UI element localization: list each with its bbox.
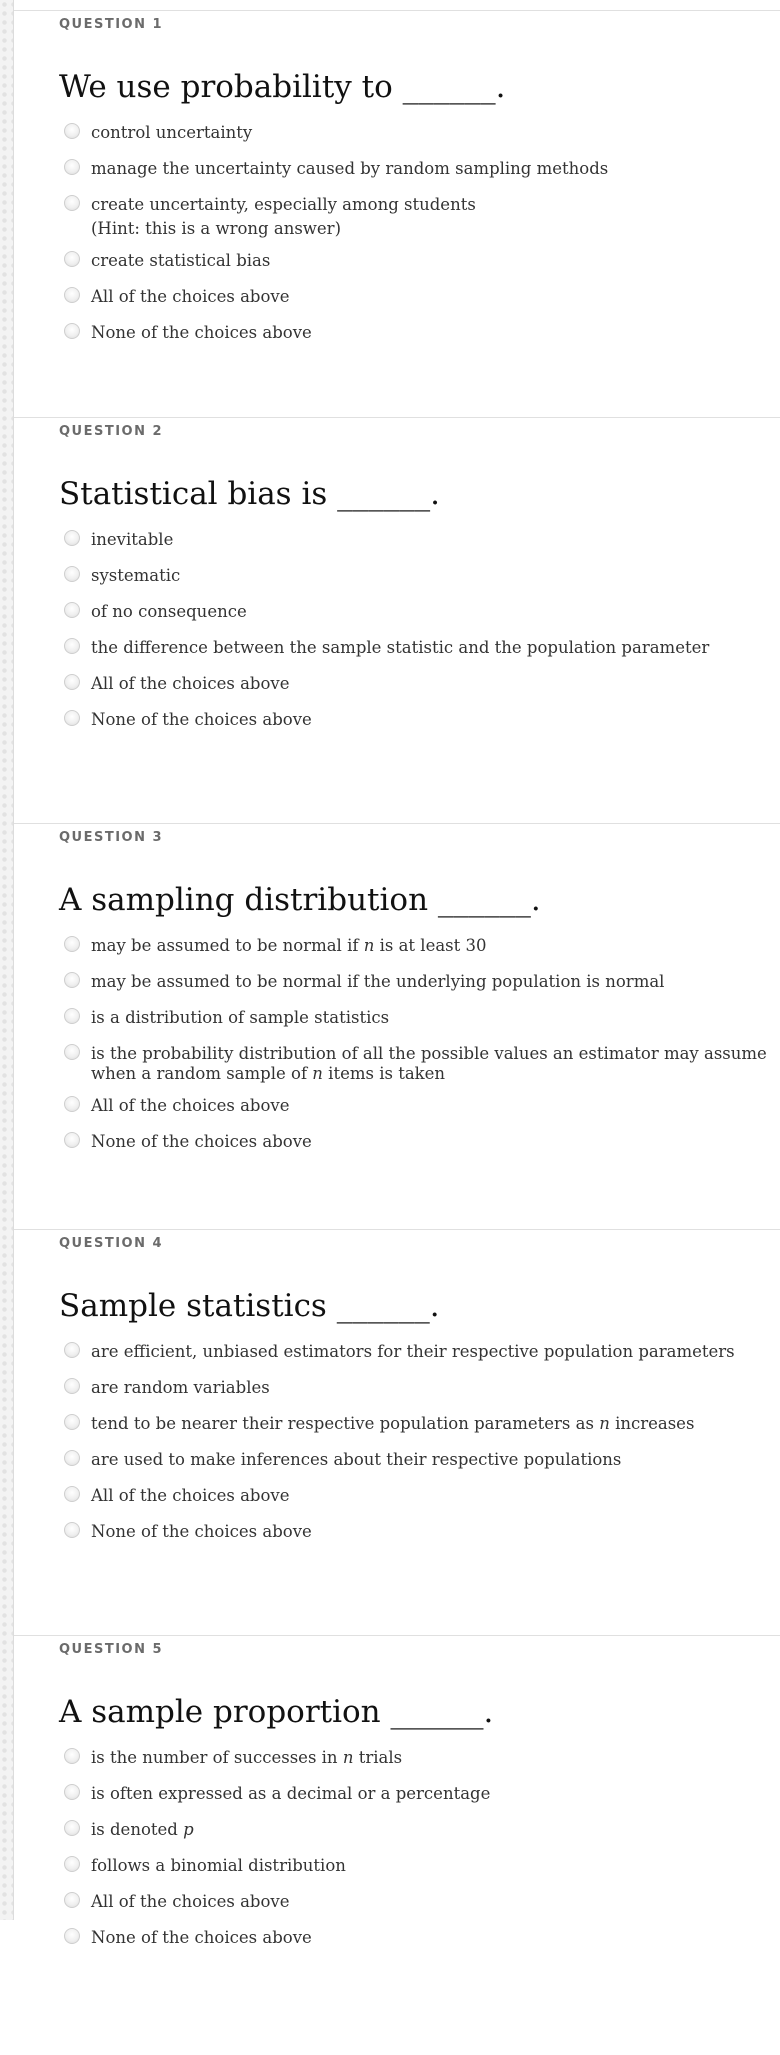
answer-options bbox=[64, 123, 780, 359]
answer-option[interactable] bbox=[64, 159, 780, 185]
radio-button[interactable] bbox=[64, 159, 80, 175]
option-label: are used to make inferences about their respective populations bbox=[91, 1450, 622, 1469]
radio-button[interactable] bbox=[64, 1522, 80, 1538]
option-label: are random variables bbox=[91, 1378, 270, 1397]
question-3 bbox=[14, 823, 780, 1229]
question-4 bbox=[14, 1229, 780, 1635]
option-label-continued: when a random sample of n items is taken bbox=[91, 1064, 446, 1083]
radio-button[interactable] bbox=[64, 1044, 80, 1060]
radio-button[interactable] bbox=[64, 1928, 80, 1944]
option-label: All of the choices above bbox=[91, 1096, 290, 1115]
question-5 bbox=[14, 1635, 780, 2055]
answer-options bbox=[64, 530, 780, 746]
question-number: QUESTION 4 bbox=[59, 1236, 164, 1251]
option-label: may be assumed to be normal if the underlying population is normal bbox=[91, 972, 665, 991]
radio-button[interactable] bbox=[64, 323, 80, 339]
answer-option[interactable] bbox=[64, 1486, 780, 1512]
question-text: We use probability to ______. bbox=[59, 69, 506, 105]
question-number: QUESTION 3 bbox=[59, 830, 164, 845]
option-label: create uncertainty, especially among students bbox=[91, 195, 476, 214]
answer-option[interactable] bbox=[64, 1132, 780, 1158]
answer-options bbox=[64, 1748, 780, 1964]
radio-button[interactable] bbox=[64, 1892, 80, 1908]
answer-option[interactable] bbox=[64, 1928, 780, 1954]
option-label: None of the choices above bbox=[91, 1522, 312, 1541]
answer-option[interactable] bbox=[64, 1522, 780, 1548]
answer-option[interactable] bbox=[64, 710, 780, 736]
answer-option[interactable] bbox=[64, 530, 780, 556]
option-label: may be assumed to be normal if n is at least 30 bbox=[91, 936, 487, 955]
option-label: is denoted p bbox=[91, 1820, 194, 1839]
answer-option[interactable] bbox=[64, 1414, 780, 1440]
answer-option[interactable] bbox=[64, 638, 780, 664]
answer-option[interactable] bbox=[64, 1044, 780, 1084]
radio-button[interactable] bbox=[64, 1748, 80, 1764]
answer-option[interactable] bbox=[64, 566, 780, 592]
option-label: is the number of successes in n trials bbox=[91, 1748, 403, 1767]
answer-option[interactable] bbox=[64, 1342, 780, 1368]
radio-button[interactable] bbox=[64, 251, 80, 267]
radio-button[interactable] bbox=[64, 1378, 80, 1394]
option-label: tend to be nearer their respective population parameters as n increases bbox=[91, 1414, 695, 1433]
radio-button[interactable] bbox=[64, 1856, 80, 1872]
radio-button[interactable] bbox=[64, 1414, 80, 1430]
option-label: of no consequence bbox=[91, 602, 247, 621]
option-label: All of the choices above bbox=[91, 1892, 290, 1911]
answer-option[interactable] bbox=[64, 1748, 780, 1774]
answer-option[interactable] bbox=[64, 287, 780, 313]
option-label: systematic bbox=[91, 566, 181, 585]
radio-button[interactable] bbox=[64, 123, 80, 139]
question-text: Statistical bias is ______. bbox=[59, 476, 440, 512]
answer-option[interactable] bbox=[64, 602, 780, 628]
answer-options bbox=[64, 1342, 780, 1558]
radio-button[interactable] bbox=[64, 1784, 80, 1800]
option-label: All of the choices above bbox=[91, 1486, 290, 1505]
answer-option[interactable] bbox=[64, 1096, 780, 1122]
option-label: All of the choices above bbox=[91, 674, 290, 693]
question-2 bbox=[14, 417, 780, 823]
radio-button[interactable] bbox=[64, 1450, 80, 1466]
radio-button[interactable] bbox=[64, 638, 80, 654]
radio-button[interactable] bbox=[64, 972, 80, 988]
answer-option[interactable] bbox=[64, 1008, 780, 1034]
option-label: manage the uncertainty caused by random sampling methods bbox=[91, 159, 609, 178]
option-label: None of the choices above bbox=[91, 323, 312, 342]
option-label: the difference between the sample statistic and the population parameter bbox=[91, 638, 710, 657]
option-label: is the probability distribution of all the possible values an estimator may assume bbox=[91, 1044, 767, 1063]
answer-option[interactable] bbox=[64, 1450, 780, 1476]
option-label: follows a binomial distribution bbox=[91, 1856, 346, 1875]
radio-button[interactable] bbox=[64, 674, 80, 690]
radio-button[interactable] bbox=[64, 1008, 80, 1024]
answer-option[interactable] bbox=[64, 936, 780, 962]
option-label: None of the choices above bbox=[91, 710, 312, 729]
option-label: All of the choices above bbox=[91, 287, 290, 306]
radio-button[interactable] bbox=[64, 710, 80, 726]
answer-option[interactable] bbox=[64, 1378, 780, 1404]
radio-button[interactable] bbox=[64, 1096, 80, 1112]
radio-button[interactable] bbox=[64, 936, 80, 952]
question-text: Sample statistics ______. bbox=[59, 1288, 440, 1324]
radio-button[interactable] bbox=[64, 530, 80, 546]
option-label: control uncertainty bbox=[91, 123, 253, 142]
question-1 bbox=[14, 10, 780, 417]
option-label: are efficient, unbiased estimators for their respective population parameters bbox=[91, 1342, 735, 1361]
radio-button[interactable] bbox=[64, 1486, 80, 1502]
question-number: QUESTION 2 bbox=[59, 424, 164, 439]
answer-option[interactable] bbox=[64, 1784, 780, 1810]
radio-button[interactable] bbox=[64, 1820, 80, 1836]
answer-option[interactable] bbox=[64, 123, 780, 149]
answer-option[interactable] bbox=[64, 1820, 780, 1846]
radio-button[interactable] bbox=[64, 566, 80, 582]
option-label: inevitable bbox=[91, 530, 174, 549]
radio-button[interactable] bbox=[64, 1132, 80, 1148]
answer-option[interactable] bbox=[64, 1892, 780, 1918]
option-label: create statistical bias bbox=[91, 251, 271, 270]
quiz-container bbox=[14, 0, 780, 2055]
page-left-border bbox=[0, 0, 14, 1920]
answer-option[interactable] bbox=[64, 251, 780, 277]
question-number: QUESTION 5 bbox=[59, 1642, 164, 1657]
answer-option[interactable] bbox=[64, 972, 780, 998]
question-text: A sample proportion ______. bbox=[59, 1694, 494, 1730]
option-label: None of the choices above bbox=[91, 1132, 312, 1151]
option-hint: (Hint: this is a wrong answer) bbox=[91, 219, 342, 238]
option-label: is often expressed as a decimal or a percentage bbox=[91, 1784, 491, 1803]
answer-option[interactable] bbox=[64, 1856, 780, 1882]
question-text: A sampling distribution ______. bbox=[59, 882, 541, 918]
answer-option[interactable] bbox=[64, 323, 780, 349]
option-label: is a distribution of sample statistics bbox=[91, 1008, 390, 1027]
radio-button[interactable] bbox=[64, 602, 80, 618]
option-label: None of the choices above bbox=[91, 1928, 312, 1947]
question-number: QUESTION 1 bbox=[59, 17, 164, 32]
radio-button[interactable] bbox=[64, 287, 80, 303]
answer-option[interactable] bbox=[64, 195, 780, 239]
radio-button[interactable] bbox=[64, 1342, 80, 1358]
radio-button[interactable] bbox=[64, 195, 80, 211]
answer-options bbox=[64, 936, 780, 1168]
answer-option[interactable] bbox=[64, 674, 780, 700]
